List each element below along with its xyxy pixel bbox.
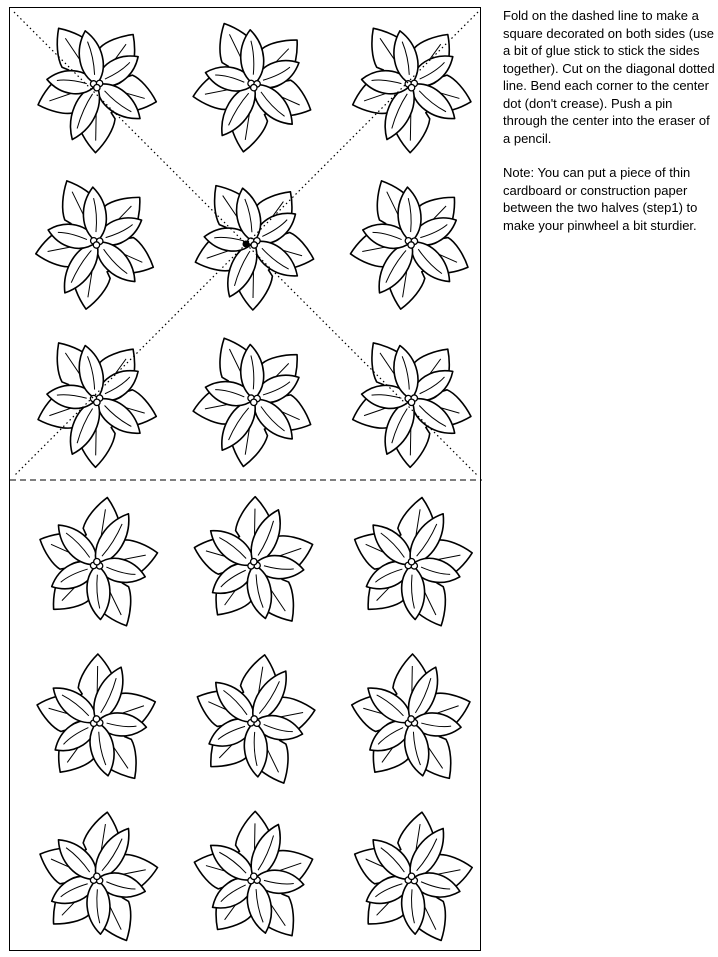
poinsettia-icon bbox=[342, 491, 481, 637]
poinsettia-icon bbox=[27, 169, 166, 315]
poinsettia-icon bbox=[342, 806, 481, 952]
poinsettia-icon bbox=[185, 327, 324, 473]
poinsettia-icon bbox=[27, 491, 166, 637]
poinsettia-icon bbox=[342, 648, 481, 794]
poinsettia-icon bbox=[185, 12, 324, 158]
cut-fold-guides bbox=[10, 8, 482, 952]
pinwheel-template bbox=[9, 7, 481, 951]
poinsettia-icon bbox=[342, 327, 481, 473]
poinsettia-icon bbox=[185, 491, 324, 637]
poinsettia-icon bbox=[27, 12, 166, 158]
instructions-panel bbox=[503, 7, 715, 251]
instruction-note: Note: You can put a piece of thin cardboard or construction paper between the two halves (step1) to make your pinwheel a bit sturdier. bbox=[503, 165, 698, 233]
poinsettia-icon bbox=[185, 806, 324, 952]
instruction-steps: Fold on the dashed line to make a square decorated on both sides (use a bit of glue stick to stick the sides together). Cut on the diagonal dotted line. Bend each corner to the center dot (don't crease). Push a pin through the center into the eraser of a pencil. bbox=[503, 8, 715, 146]
poinsettia-icon bbox=[27, 806, 166, 952]
poinsettia-icon bbox=[185, 169, 324, 315]
poinsettia-icon bbox=[185, 648, 324, 794]
poinsettia-icon bbox=[27, 648, 166, 794]
poinsettia-grid bbox=[27, 12, 481, 952]
poinsettia-icon bbox=[342, 12, 481, 158]
center-dot bbox=[243, 241, 250, 248]
poinsettia-icon bbox=[27, 327, 166, 473]
poinsettia-icon bbox=[342, 169, 481, 315]
